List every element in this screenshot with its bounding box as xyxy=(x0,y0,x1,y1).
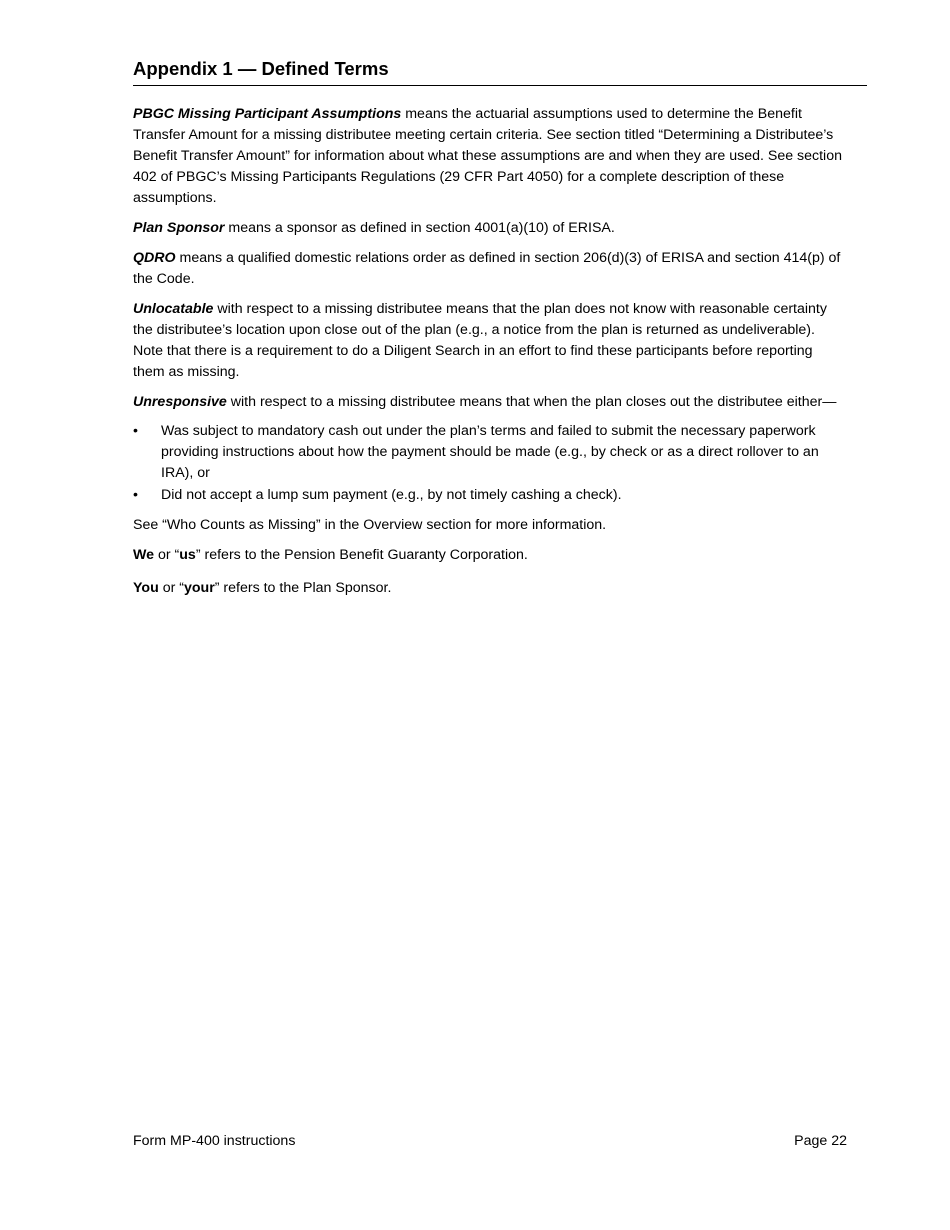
see-also-note: See “Who Counts as Missing” in the Overview section for more information. xyxy=(133,517,607,533)
list-item xyxy=(133,421,845,484)
definitions-body xyxy=(133,104,845,599)
list-item-text: Was subject to mandatory cash out under the plan’s terms and failed to submit the necessary paperwork providing instructions about how the payment should be made (e.g., by check or as a direct rollover to an IRA), or xyxy=(161,423,819,481)
definition-connector: or “ xyxy=(154,547,180,563)
definition-term: QDRO xyxy=(133,250,176,266)
definition-term: us xyxy=(179,547,196,563)
definition-text: means a sponsor as defined in section 4001(a)(10) of ERISA. xyxy=(224,220,615,236)
definition-term: Unlocatable xyxy=(133,301,214,317)
definition-term: Unresponsive xyxy=(133,394,227,410)
unresponsive-bullet-list xyxy=(133,421,845,506)
document-page xyxy=(133,55,867,608)
definition-term: You xyxy=(133,580,159,596)
definition-text: means the actuarial assumptions used to determine the Benefit Transfer Amount for a missing distributee meeting certain criteria. See section titled “Determining a Distributee’s Benefit Transfer Amount” for information about what these assumptions are and when they are used. See section 402 of PBGC’s Missing Participants Regulations (29 CFR Part 4050) for a complete description of these assumptions. xyxy=(133,106,842,206)
definition-you-your xyxy=(133,578,845,599)
definition-term: your xyxy=(183,580,215,596)
definition-text: means a qualified domestic relations order as defined in section 206(d)(3) of ERISA and section 414(p) of the Code. xyxy=(133,250,841,287)
definition-text: ” refers to the Plan Sponsor. xyxy=(214,580,392,596)
bullet-icon: • xyxy=(133,423,138,439)
definition-we-us xyxy=(133,545,845,566)
definition-plan-sponsor xyxy=(133,218,845,239)
definition-text: with respect to a missing distributee means that when the plan closes out the distributee either— xyxy=(226,394,837,410)
definition-unlocatable xyxy=(133,299,845,383)
definition-pbgc-assumptions xyxy=(133,104,845,209)
definition-text: ” refers to the Pension Benefit Guaranty Corporation. xyxy=(195,547,528,563)
definition-text: with respect to a missing distributee means that the plan does not know with reasonable certainty the distributee’s location upon close out of the plan (e.g., a notice from the plan is returned as undeliverable). Note that there is a requirement to do a Diligent Search in an effort to find these participants before reporting them as missing. xyxy=(133,301,827,380)
list-item-text: Did not accept a lump sum payment (e.g., by not timely cashing a check). xyxy=(161,487,622,503)
footer-form-title: Form MP-400 instructions xyxy=(133,1133,296,1149)
definition-term: Plan Sponsor xyxy=(133,220,225,236)
definition-term: PBGC Missing Participant Assumptions xyxy=(133,106,402,122)
list-item xyxy=(133,485,845,506)
definition-qdro xyxy=(133,248,845,290)
definition-connector: or “ xyxy=(158,580,184,596)
definition-unresponsive xyxy=(133,392,845,413)
bullet-icon: • xyxy=(133,487,138,503)
definition-term: We xyxy=(133,547,155,563)
page-title: Appendix 1 — Defined Terms xyxy=(133,55,867,86)
footer-page-number: Page 22 xyxy=(794,1133,847,1149)
